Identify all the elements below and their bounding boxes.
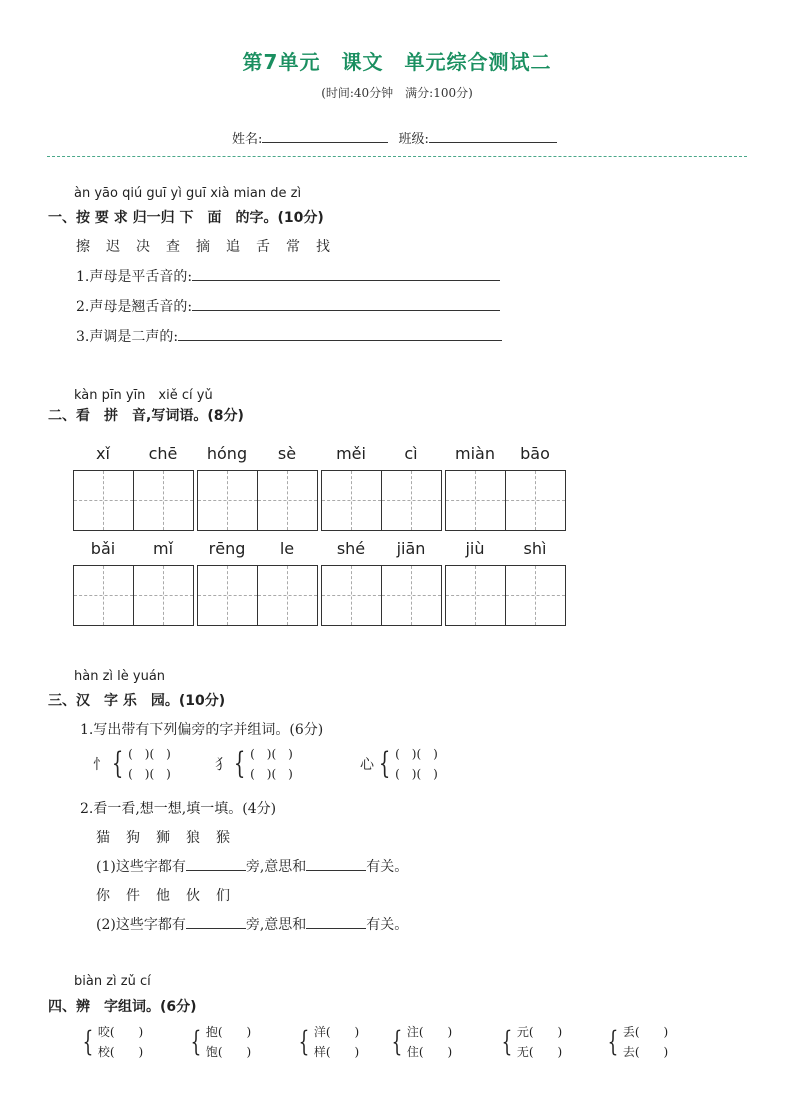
radical-group-1	[93, 744, 171, 784]
word-grid-row-1	[73, 444, 569, 531]
name-class-line	[232, 128, 557, 147]
section3-q2: 2.看一看,想一想,填一填。(4分)	[80, 801, 277, 817]
answer-slot[interactable]: ( )( )	[395, 767, 438, 781]
word-cell	[321, 444, 442, 531]
pinyin: shé	[336, 539, 366, 558]
pinyin: rēng	[208, 539, 246, 558]
pair-item[interactable]: 去( )	[622, 1045, 669, 1059]
char-pair-3	[294, 1022, 359, 1062]
section3-q1: 1.写出带有下列偏旁的字并组词。(6分)	[80, 722, 324, 738]
answer-slot[interactable]: ( )( )	[250, 747, 293, 761]
item-label: 3.声调是二声的:	[76, 329, 179, 345]
pinyin: sè	[277, 444, 297, 463]
writing-box[interactable]	[322, 566, 382, 625]
answer-line[interactable]	[192, 297, 500, 311]
radical-group-2	[215, 744, 293, 784]
writing-box[interactable]	[322, 471, 382, 530]
header-divider	[47, 156, 747, 157]
writing-box[interactable]	[134, 471, 193, 530]
radical-group-3	[360, 744, 438, 784]
section3-fill-a	[96, 856, 408, 876]
answer-line[interactable]	[306, 857, 366, 871]
word-cell	[445, 444, 566, 531]
writing-box[interactable]	[506, 566, 565, 625]
pinyin: cì	[404, 444, 418, 463]
writing-box[interactable]	[506, 471, 565, 530]
item-label: 1.声母是平舌音的:	[76, 269, 193, 285]
name-label: 姓名:	[232, 132, 263, 147]
brace-icon: {	[501, 1025, 513, 1058]
word-grid-row-2	[73, 539, 569, 626]
section2-pinyin: kàn pīn yīn xiě cí yǔ	[74, 388, 213, 403]
brace-icon: {	[607, 1025, 619, 1058]
radical: 心	[360, 757, 374, 773]
pinyin: bǎi	[90, 539, 116, 558]
writing-box[interactable]	[74, 566, 134, 625]
section1-item-2	[76, 296, 500, 316]
pair-item[interactable]: 元( )	[516, 1025, 563, 1039]
pair-item[interactable]: 饱( )	[205, 1045, 252, 1059]
fill-text: 旁,意思和	[245, 859, 307, 875]
pinyin: hóng	[206, 444, 248, 463]
pair-item[interactable]: 注( )	[406, 1025, 453, 1039]
writing-box[interactable]	[134, 566, 193, 625]
section3-heading: 三、汉 字 乐 园。(10分)	[48, 693, 226, 709]
pinyin: xǐ	[96, 444, 110, 463]
section3-chars-b: 你 件 他 伙 们	[96, 888, 231, 904]
writing-box[interactable]	[258, 566, 317, 625]
pinyin: le	[279, 539, 295, 558]
section3-fill-b	[96, 914, 408, 934]
word-cell	[445, 539, 566, 626]
answer-slot[interactable]: ( )( )	[395, 747, 438, 761]
writing-box[interactable]	[382, 566, 441, 625]
answer-line[interactable]	[186, 915, 246, 929]
pair-item[interactable]: 咬( )	[97, 1025, 144, 1039]
brace-icon: {	[378, 746, 391, 781]
pair-item[interactable]: 无( )	[516, 1045, 563, 1059]
fill-text: (2)这些字都有	[96, 917, 186, 933]
pair-item[interactable]: 样( )	[313, 1045, 360, 1059]
pair-item[interactable]: 洋( )	[313, 1025, 360, 1039]
pinyin: chē	[148, 444, 178, 463]
section1-chars: 擦 迟 决 查 摘 追 舌 常 找	[76, 239, 331, 255]
pinyin: jiān	[396, 539, 426, 558]
writing-box[interactable]	[198, 566, 258, 625]
answer-slot[interactable]: ( )( )	[250, 767, 293, 781]
section1-pinyin: àn yāo qiú guī yì guī xià mian de zì	[74, 186, 302, 201]
answer-line[interactable]	[186, 857, 246, 871]
writing-box[interactable]	[446, 471, 506, 530]
answer-line[interactable]	[306, 915, 366, 929]
char-pair-1	[78, 1022, 143, 1062]
section1-item-3	[76, 326, 502, 346]
pinyin: mǐ	[152, 539, 174, 558]
pinyin: měi	[336, 444, 366, 463]
name-field[interactable]	[262, 130, 388, 143]
brace-icon: {	[233, 746, 246, 781]
section1-heading: 一、按 要 求 归一归 下 面 的字。(10分)	[48, 210, 324, 226]
pinyin: shì	[523, 539, 547, 558]
writing-box[interactable]	[382, 471, 441, 530]
fill-text: (1)这些字都有	[96, 859, 186, 875]
brace-icon: {	[82, 1025, 94, 1058]
brace-icon: {	[391, 1025, 403, 1058]
brace-icon: {	[111, 746, 124, 781]
section2-heading: 二、看 拼 音,写词语。(8分)	[48, 408, 244, 424]
fill-text: 有关。	[366, 917, 409, 933]
answer-slot[interactable]: ( )( )	[128, 767, 171, 781]
word-cell	[73, 444, 194, 531]
word-cell	[197, 444, 318, 531]
class-field[interactable]	[429, 130, 557, 143]
pair-item[interactable]: 丢( )	[622, 1025, 669, 1039]
section1-item-1	[76, 266, 500, 286]
class-label: 班级:	[398, 132, 429, 147]
page-title: 第7单元 课文 单元综合测试二	[242, 50, 552, 74]
radical: 犭	[215, 757, 229, 773]
char-pair-6	[603, 1022, 668, 1062]
pair-item[interactable]: 校( )	[97, 1045, 144, 1059]
pinyin: jiù	[465, 539, 485, 558]
radical: 忄	[93, 757, 107, 773]
section4-pinyin: biàn zì zǔ cí	[74, 974, 151, 989]
section3-chars-a: 猫 狗 狮 狼 猴	[96, 830, 231, 846]
char-pair-2	[186, 1022, 251, 1062]
writing-box[interactable]	[258, 471, 317, 530]
fill-text: 有关。	[366, 859, 409, 875]
brace-icon: {	[190, 1025, 202, 1058]
section4-heading: 四、辨 字组词。(6分)	[48, 999, 197, 1015]
writing-box[interactable]	[198, 471, 258, 530]
writing-box[interactable]	[446, 566, 506, 625]
brace-icon: {	[298, 1025, 310, 1058]
pinyin: miàn	[455, 444, 495, 463]
answer-line[interactable]	[192, 267, 500, 281]
word-cell	[321, 539, 442, 626]
pair-item[interactable]: 住( )	[406, 1045, 453, 1059]
word-cell	[73, 539, 194, 626]
answer-line[interactable]	[178, 327, 502, 341]
pair-item[interactable]: 抱( )	[205, 1025, 252, 1039]
page-subtitle: (时间:40分钟 满分:100分)	[321, 86, 473, 100]
fill-text: 旁,意思和	[245, 917, 307, 933]
answer-slot[interactable]: ( )( )	[128, 747, 171, 761]
char-pair-5	[497, 1022, 562, 1062]
item-label: 2.声母是翘舌音的:	[76, 299, 193, 315]
char-pair-4	[387, 1022, 452, 1062]
section3-pinyin: hàn zì lè yuán	[74, 669, 166, 684]
pinyin: bāo	[520, 444, 550, 463]
writing-box[interactable]	[74, 471, 134, 530]
word-cell	[197, 539, 318, 626]
